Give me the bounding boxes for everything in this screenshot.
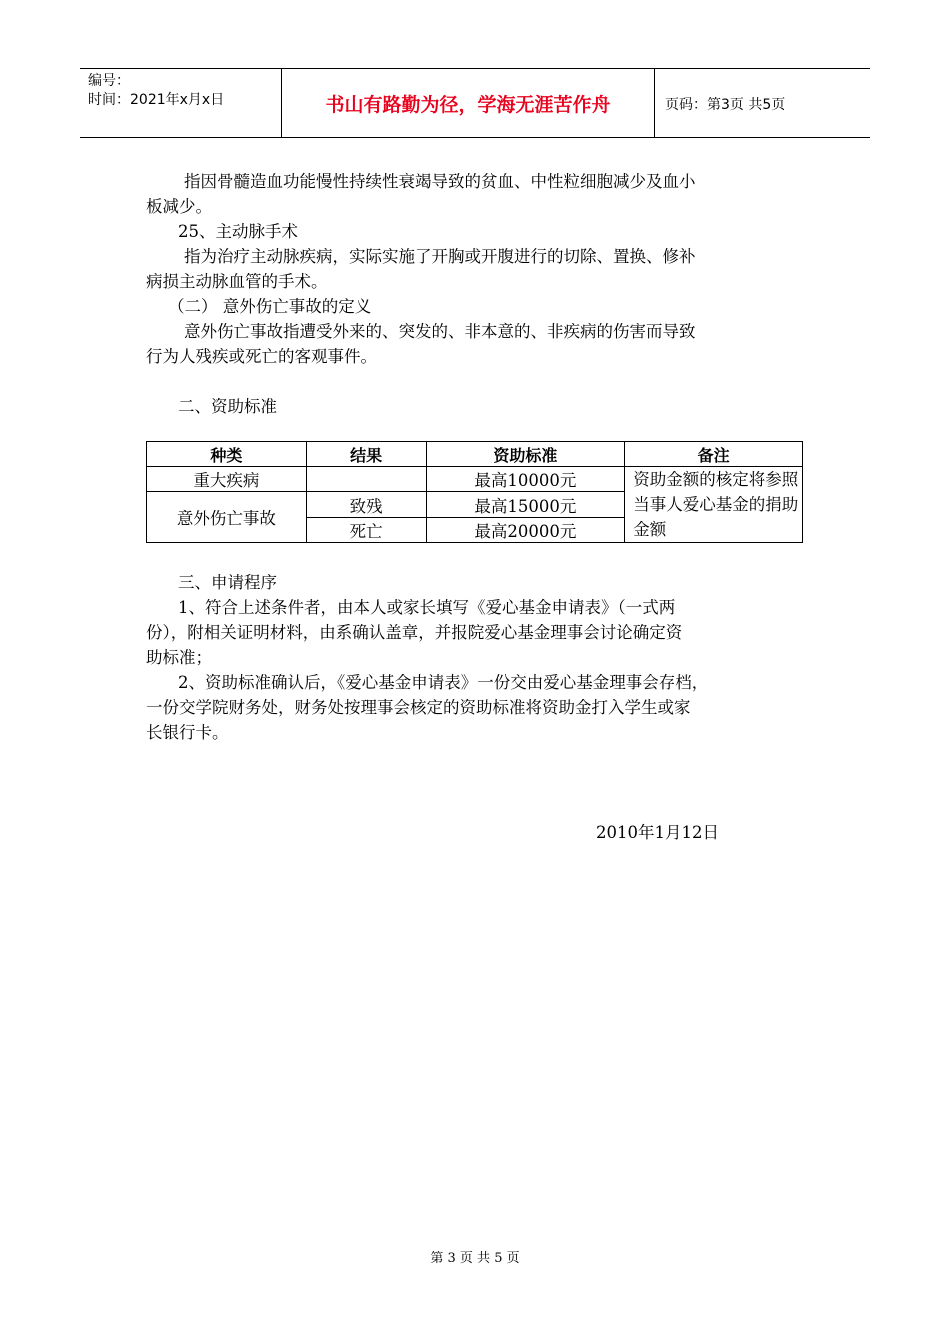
- header-code: 编号：: [88, 73, 130, 89]
- table-cell: [306, 467, 426, 492]
- table-cell: 重大疾病: [147, 467, 307, 492]
- paragraph-line: 行为人残疾或死亡的客观事件。: [146, 347, 377, 366]
- header-motto: 书山有路勤为径，学海无涯苦作舟: [325, 93, 611, 116]
- paragraph-line: 2、资助标准确认后，《爱心基金申请表》一份交由爱心基金理事会存档，: [178, 673, 709, 692]
- table-header-cell: 种类: [147, 442, 307, 467]
- table-cell: 最高20000元: [426, 518, 625, 543]
- section-heading: （二） 意外伤亡事故的定义: [168, 297, 372, 316]
- paragraph-line: 长银行卡。: [146, 723, 229, 742]
- table-row: [147, 467, 803, 492]
- header-time: 时间：2021年x月x日: [88, 92, 225, 108]
- page-footer: 第 3 页 共 5 页: [430, 1251, 520, 1266]
- header-page-number: 页码：第3页 共5页: [665, 97, 786, 113]
- paragraph-line: 病损主动脉血管的手术。: [146, 272, 328, 291]
- table-header-cell: 备注: [625, 442, 803, 467]
- paragraph-line: 板减少。: [146, 197, 212, 216]
- section-heading: 二、资助标准: [178, 397, 277, 416]
- header-divider: [654, 69, 655, 137]
- table-note-cell: 资助金额的核定将参照当事人爱心基金的捐助金额: [625, 467, 803, 543]
- table-cell: 最高15000元: [426, 492, 625, 518]
- paragraph-line: 份），附相关证明材料，由系确认盖章，并报院爱心基金理事会讨论确定资: [146, 623, 683, 642]
- table-header-cell: 资助标准: [426, 442, 625, 467]
- header-meta: [88, 72, 224, 110]
- table-cell: 致残: [306, 492, 426, 518]
- paragraph-line: 指为治疗主动脉疾病，实际实施了开胸或开腹进行的切除、置换、修补: [184, 247, 696, 266]
- paragraph-line: 1、符合上述条件者，由本人或家长填写《爱心基金申请表》（一式两: [178, 598, 676, 617]
- table-cell: 最高10000元: [426, 467, 625, 492]
- paragraph-line: 意外伤亡事故指遭受外来的、突发的、非本意的、非疾病的伤害而导致: [184, 322, 696, 341]
- table-header-row: [147, 442, 803, 467]
- paragraph-line: 助标准；: [146, 648, 212, 667]
- paragraph-line: 指因骨髓造血功能慢性持续性衰竭导致的贫血、中性粒细胞减少及血小: [184, 172, 696, 191]
- paragraph-line: 一份交学院财务处，财务处按理事会核定的资助标准将资助金打入学生或家: [146, 698, 691, 717]
- document-date: 2010年1月12日: [596, 823, 719, 842]
- section-heading: 三、申请程序: [178, 573, 277, 592]
- table-cell: 死亡: [306, 518, 426, 543]
- table-header-cell: 结果: [306, 442, 426, 467]
- funding-standard-table: [146, 441, 803, 543]
- table-cell: 意外伤亡事故: [147, 492, 307, 543]
- section-heading: 25、主动脉手术: [178, 222, 298, 241]
- document-header: [80, 68, 870, 138]
